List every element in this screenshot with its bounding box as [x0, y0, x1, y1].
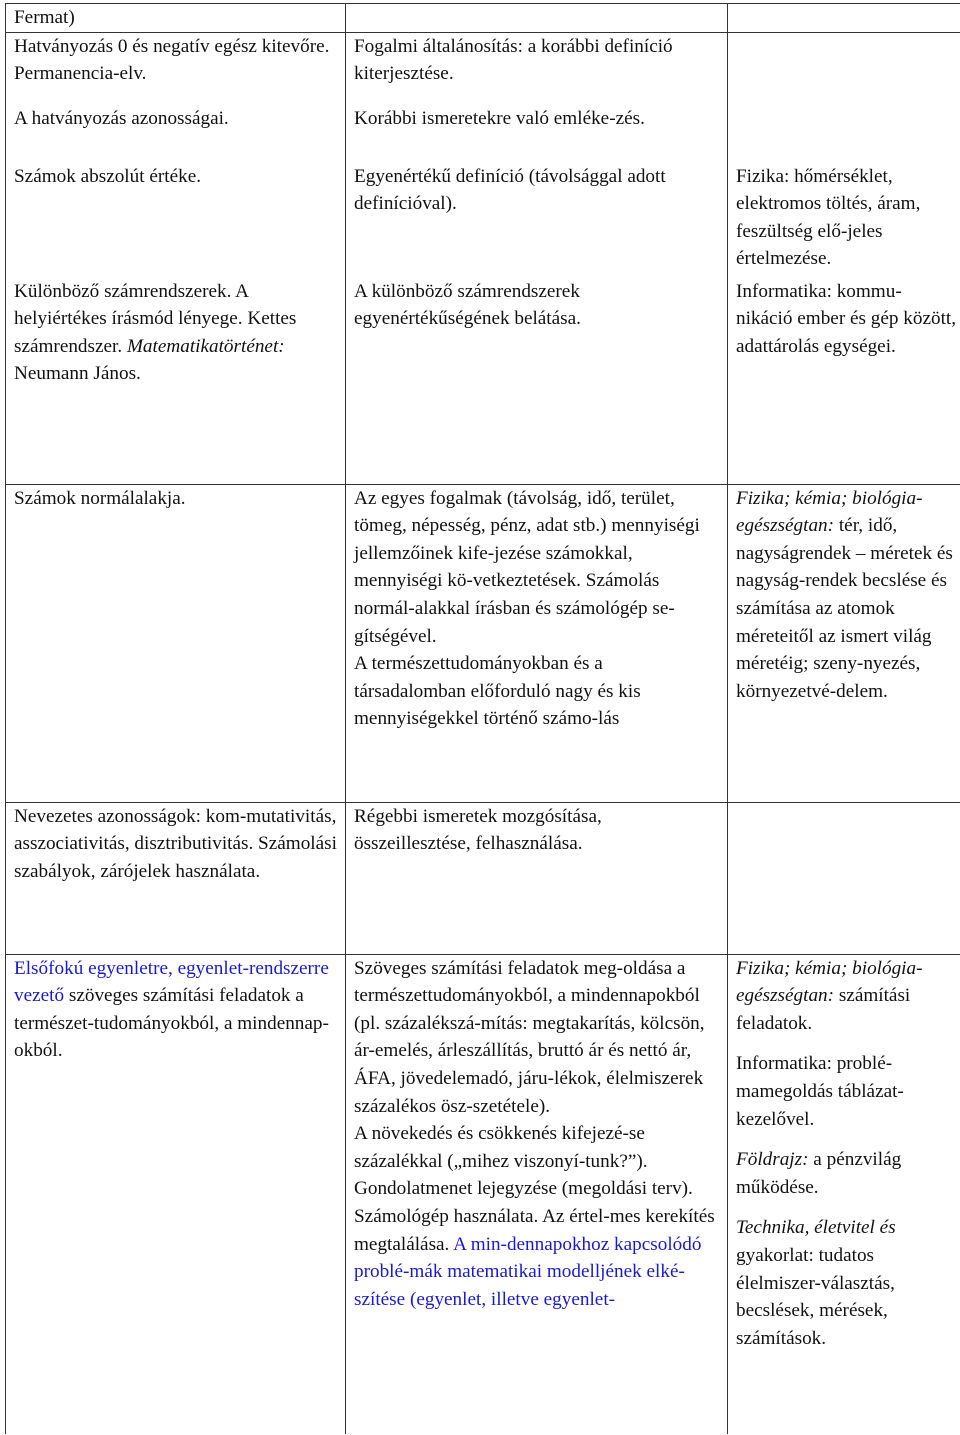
method-text: Szöveges számítási feladatok meg-oldása a természettudományokból, a mindennapokból (pl. százalékszá-mítás: megtakarítás, kölcsön, ár-emelés, árleszállítás, bruttó ár és nettó ár, ÁFA, jövedelemadó, járu-lékok, élelmiszerek százalékos ösz-szetétele).: [354, 955, 719, 1121]
links-text: Földrajz: a pénzvilág működése.: [736, 1146, 958, 1201]
method-text: A különböző számrendszerek egyenértékűségének belátása.: [354, 278, 719, 333]
method-text: Korábbi ismeretekre való emléke-zés.: [354, 105, 719, 163]
method-text: Számológép használata. Az értel-mes kerekítés megtalálása. A min-dennapokhoz kapcsolódó problé-mák matematikai modelljének elké-szítése (egyenlet, illetve egyenlet-: [354, 1203, 719, 1313]
method-text: Az egyes fogalmak (távolság, idő, terület, tömeg, népesség, pénz, adat stb.) mennyiségi jellemzőinek kife-jezése számokkal, mennyiségi kö-vetkeztetések. Számolás normál-alakkal írásban és számológép se-gítségével.: [354, 485, 719, 651]
links-text: Fizika; kémia; biológia-egészségtan: tér, idő, nagyságrendek – méretek és nagyság-rendek becslése és számítása az atomok méreteitől az ismert világ méretéig; szeny-nyezés, környezetvé-delem.: [736, 485, 958, 706]
links-cell: [728, 954, 960, 1434]
method-text: A növekedés és csökkenés kifejezé-se százalékkal („mihez viszonyí-tunk?”). Gondolatmenet lejegyzése (megoldási terv).: [354, 1120, 719, 1203]
links-cell: [728, 802, 960, 954]
table-row: [6, 484, 960, 802]
method-text: Régebbi ismeretek mozgósítása, összeillesztése, felhasználása.: [354, 803, 719, 858]
header-empty-cell-2: [728, 4, 960, 33]
method-cell: [346, 32, 728, 484]
method-cell: [346, 802, 728, 954]
topic-text: Különböző számrendszerek. A helyiértékes írásmód lényege. Kettes számrendszer. Matematikatörténet: Neumann János.: [14, 278, 337, 388]
topic-cell: [6, 484, 346, 802]
links-text: Technika, életvitel és gyakorlat: tudatos élelmiszer-választás, becslések, mérések, számítások.: [736, 1214, 958, 1352]
header-fragment: Fermat): [14, 7, 75, 28]
topic-text: Nevezetes azonosságok: kom-mutativitás, asszociativitás, disztributivitás. Számolási szabályok, zárójelek használata.: [14, 803, 337, 886]
topic-text: A hatványozás azonosságai.: [14, 105, 337, 163]
topic-cell: [6, 954, 346, 1434]
table-row: [6, 954, 960, 1434]
topic-text: Elsőfokú egyenletre, egyenlet-rendszerre vezető szöveges számítási feladatok a természet-tudományokból, a mindennap-okból.: [14, 955, 337, 1065]
table-row: [6, 802, 960, 954]
method-cell: [346, 954, 728, 1434]
curriculum-table: [5, 3, 960, 1435]
method-text: Egyenértékű definíció (távolsággal adott definícióval).: [354, 163, 719, 278]
links-text: Informatika: problé-mamegoldás táblázat-kezelővel.: [736, 1050, 958, 1133]
links-text: Informatika: kommu-nikáció ember és gép között, adattárolás egységei.: [736, 278, 958, 361]
table-row: [6, 32, 960, 484]
topic-text: Számok abszolút értéke.: [14, 163, 337, 278]
topic-text: Hatványozás 0 és negatív egész kitevőre. Permanencia-elv.: [14, 33, 337, 105]
method-text: A természettudományokban és a társadalomban előforduló nagy és kis mennyiségekkel történő számo-lás: [354, 650, 719, 733]
topic-cell: [6, 802, 346, 954]
header-empty-cell: [346, 4, 728, 33]
method-cell: [346, 484, 728, 802]
topic-cell: [6, 32, 346, 484]
topic-text: Számok normálalakja.: [14, 485, 337, 513]
links-cell: [728, 484, 960, 802]
header-fragment-cell: [6, 4, 346, 33]
links-cell: [728, 32, 960, 484]
links-text: Fizika; kémia; biológia-egészségtan: számítási feladatok.: [736, 955, 958, 1038]
method-text: Fogalmi általánosítás: a korábbi definíció kiterjesztése.: [354, 33, 719, 105]
header-row: [6, 4, 960, 33]
links-text: Fizika: hőmérséklet, elektromos töltés, áram, feszültség elő-jeles értelmezése.: [736, 163, 958, 278]
